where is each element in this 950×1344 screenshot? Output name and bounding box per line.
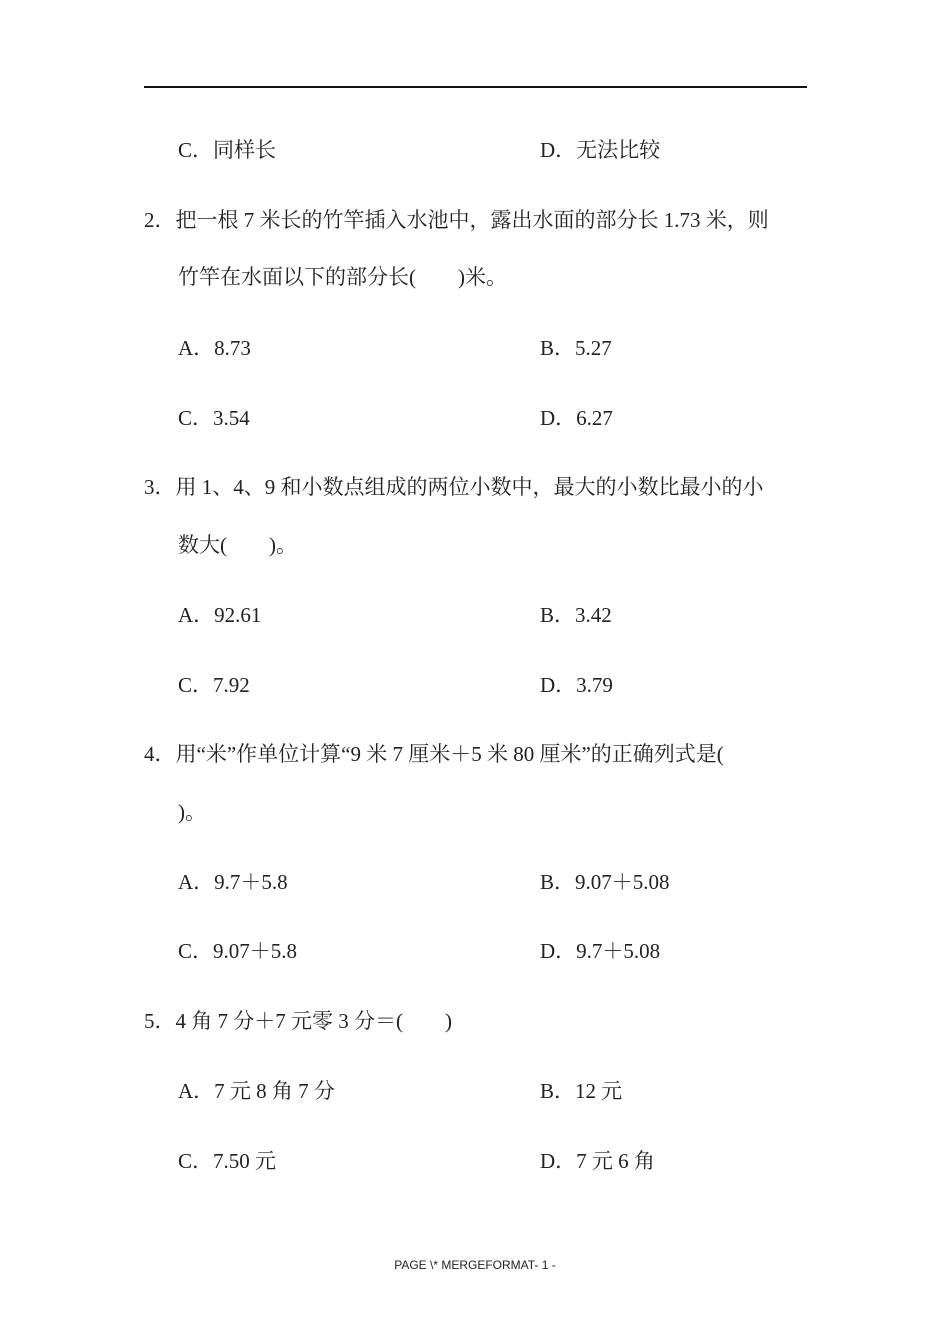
q1-option-c: C．同样长 xyxy=(178,138,277,162)
q2-option-d: D．6.27 xyxy=(540,406,613,430)
header-rule xyxy=(144,86,807,88)
q3-option-b: B．3.42 xyxy=(540,603,612,627)
q4-option-b: B．9.07＋5.08 xyxy=(540,870,670,894)
q3-option-c: C．7.92 xyxy=(178,673,250,697)
q4-stem-line2: )。 xyxy=(178,800,206,824)
q5-option-c: C．7.50 元 xyxy=(178,1149,277,1173)
q4-option-d: D．9.7＋5.08 xyxy=(540,939,661,963)
q4-stem-line1: 4．用“米”作单位计算“9 米 7 厘米＋5 米 80 厘米”的正确列式是( xyxy=(144,742,724,766)
q2-option-a: A．8.73 xyxy=(178,336,251,360)
q3-option-d: D．3.79 xyxy=(540,673,613,697)
q2-option-b: B．5.27 xyxy=(540,336,612,360)
q5-option-d: D．7 元 6 角 xyxy=(540,1149,655,1173)
q4-option-c: C．9.07＋5.8 xyxy=(178,939,298,963)
q5-stem-line1: 5．4 角 7 分＋7 元零 3 分＝( ) xyxy=(144,1009,452,1033)
page-footer: PAGE \* MERGEFORMAT- 1 - xyxy=(394,1258,556,1272)
q2-stem-line2: 竹竿在水面以下的部分长( )米。 xyxy=(178,265,507,289)
q3-option-a: A．92.61 xyxy=(178,603,262,627)
q5-option-b: B．12 元 xyxy=(540,1079,623,1103)
q1-option-d: D．无法比较 xyxy=(540,138,661,162)
q4-option-a: A．9.7＋5.8 xyxy=(178,870,288,894)
q3-stem-line2: 数大( )。 xyxy=(178,533,297,557)
q5-option-a: A．7 元 8 角 7 分 xyxy=(178,1079,335,1103)
q3-stem-line1: 3．用 1、4、9 和小数点组成的两位小数中，最大的小数比最小的小 xyxy=(144,475,764,499)
q2-stem-line1: 2．把一根 7 米长的竹竿插入水池中，露出水面的部分长 1.73 米，则 xyxy=(144,208,769,232)
q2-option-c: C．3.54 xyxy=(178,406,250,430)
